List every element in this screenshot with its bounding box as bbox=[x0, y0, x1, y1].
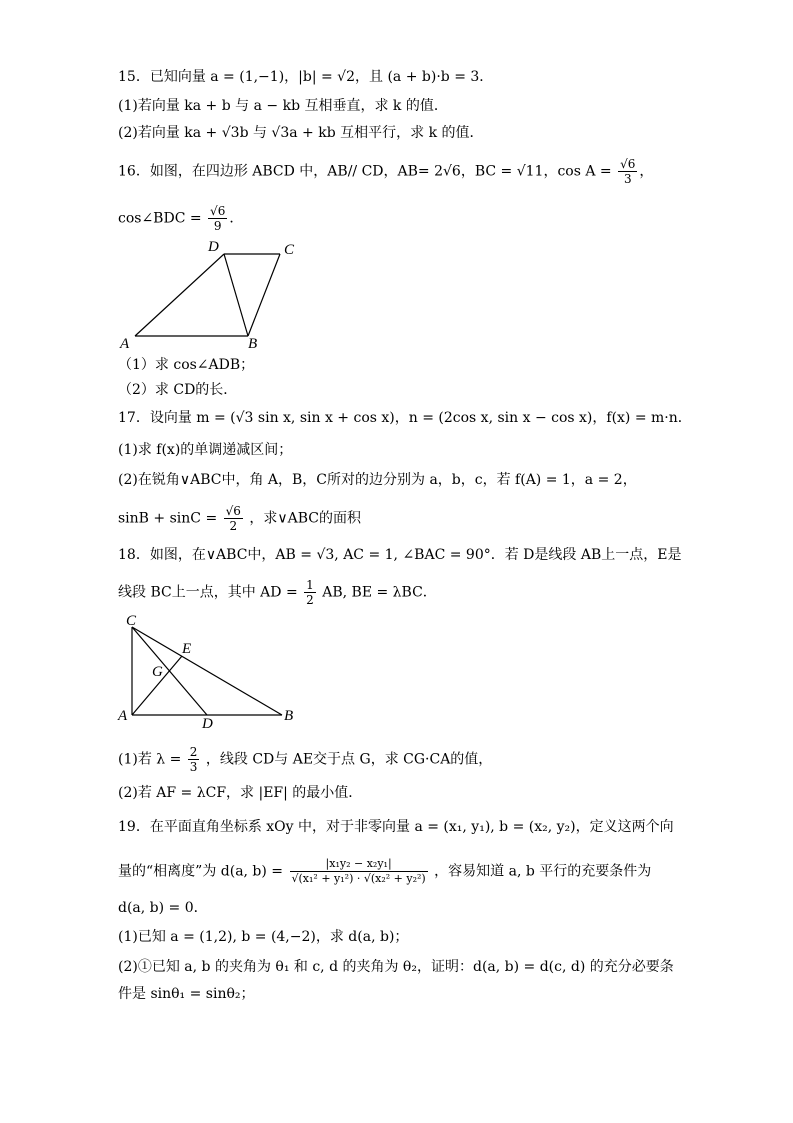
q18-lambda-fraction bbox=[188, 745, 200, 774]
q18-part1 bbox=[118, 745, 492, 774]
q17-part2: (2)在锐角∨ABC中，角 A，B，C所对的边分别为 a，b，c，若 f(A) = 1，a = 2， bbox=[118, 472, 637, 488]
q18-label-D: D bbox=[202, 716, 213, 730]
q16-part1: （1）求 cos∠ADB； bbox=[118, 357, 255, 373]
q17-frac-num: √6 bbox=[225, 504, 241, 518]
q17-part1: (1)求 f(x)的单调递减区间； bbox=[118, 442, 293, 458]
q16-cosA-num: √6 bbox=[620, 157, 636, 171]
q15-part1: (1)若向量 ka + b 与 a − kb 互相垂直，求 k 的值． bbox=[118, 98, 448, 114]
q18-label-E: E bbox=[182, 641, 192, 657]
q16-diagonal-DB bbox=[224, 254, 248, 336]
q16-cosBDC-label: cos∠BDC = bbox=[118, 210, 202, 227]
q19-part2: (2)①已知 a, b 的夹角为 θ₁ 和 c, d 的夹角为 θ₂，证明：d(a, b) = d(c, d) 的充分必要条 bbox=[118, 959, 674, 975]
q18-part1-text: (1)若 λ = bbox=[118, 751, 182, 768]
q19-part1: (1)已知 a = (1,2), b = (4,−2)，求 d(a, b)； bbox=[118, 929, 409, 945]
q18-half-num: 1 bbox=[306, 578, 314, 592]
q17-sum-label: sinB + sinC = bbox=[118, 510, 218, 527]
q18-line2-text: 线段 BC上一点，其中 AD = bbox=[118, 584, 298, 601]
q18-triangle-figure bbox=[110, 612, 310, 730]
q16-side-AD bbox=[135, 254, 224, 336]
q16-stem: 16．如图，在四边形 ABCD 中，AB// CD，AB= 2√6，BC = √11，cos A = $\frac{√6}{3}$ ， bbox=[118, 157, 654, 186]
q15-part2: (2)若向量 ka + √3b 与 √3a + kb 互相平行，求 k 的值． bbox=[118, 125, 484, 141]
q18-label-G: G bbox=[152, 664, 163, 680]
q18-stem-line2 bbox=[118, 578, 437, 607]
q19-frac-den: √(x₁² + y₁²) · √(x₂² + y₂²) bbox=[291, 872, 426, 885]
q18-part1-tail: ，线段 CD与 AE交于点 G，求 CG·CA的值， bbox=[205, 751, 493, 768]
q18-label-B: B bbox=[284, 708, 294, 724]
q15-stem: 15．已知向量 a = (1,−1)，|b| = √2，且 (a + b)·b = 3． bbox=[118, 69, 494, 85]
q17-frac-den: 2 bbox=[229, 519, 238, 533]
q18-stem: 18．如图，在∨ABC中，AB = √3, AC = 1, ∠BAC = 90°．若 D是线段 AB上一点，E是 bbox=[118, 547, 682, 563]
q19-line2-tail: ，容易知道 a, b 平行的充要条件为 bbox=[434, 863, 652, 880]
q16-label-C: C bbox=[284, 242, 295, 258]
q19-part2-line2: 件是 sinθ₁ = sinθ₂； bbox=[118, 986, 255, 1002]
q18-lambda-den: 3 bbox=[189, 760, 198, 774]
q18-lambda-num: 2 bbox=[189, 745, 198, 759]
q16-stem-line2: cos∠BDC = $\frac{√6}{9}$ ． bbox=[118, 204, 244, 233]
q17-fraction bbox=[224, 504, 243, 533]
q17-part2-line2 bbox=[118, 504, 361, 533]
q16-stem-text: 16．如图，在四边形 ABCD 中，AB// CD，AB= 2√6，BC = √11，cos A = bbox=[118, 163, 612, 180]
q19-stem-line3: d(a, b) = 0． bbox=[118, 900, 208, 916]
q16-label-B: B bbox=[248, 336, 258, 352]
q16-label-D: D bbox=[208, 239, 219, 255]
q17-part2-tail: ，求∨ABC的面积 bbox=[249, 510, 361, 527]
q16-quadrilateral-figure bbox=[110, 238, 310, 353]
q19-stem-line2 bbox=[118, 857, 651, 886]
q19-line2-text: 量的“相离度”为 d(a, b) = bbox=[118, 863, 284, 880]
q16-side-CB bbox=[248, 254, 280, 336]
q19-distance-fraction bbox=[290, 857, 428, 886]
q16-cosBDC-den: 9 bbox=[213, 219, 222, 233]
q16-cosBDC-fraction bbox=[208, 204, 227, 233]
q18-half-fraction bbox=[304, 578, 316, 607]
q18-label-A: A bbox=[118, 708, 128, 724]
q16-cosBDC-num: √6 bbox=[210, 204, 226, 218]
q19-stem: 19．在平面直角坐标系 xOy 中，对于非零向量 a = (x₁, y₁), b = (x₂, y₂)，定义这两个向 bbox=[118, 819, 674, 835]
q19-frac-num: |x₁y₂ − x₂y₁| bbox=[290, 857, 428, 872]
q18-label-C: C bbox=[126, 613, 137, 629]
q18-line2-tail: AB, BE = λBC． bbox=[322, 584, 437, 601]
q16-cosA-den: 3 bbox=[623, 172, 632, 186]
q18-half-den: 2 bbox=[306, 593, 314, 607]
q16-cosA-fraction bbox=[618, 157, 637, 186]
q16-label-A: A bbox=[120, 336, 130, 352]
q17-stem: 17．设向量 m = (√3 sin x, sin x + cos x)，n = (2cos x, sin x − cos x)，f(x) = m·n． bbox=[118, 410, 692, 426]
q16-part2: （2）求 CD的长． bbox=[118, 382, 238, 398]
q18-part2: (2)若 AF = λCF，求 |EF| 的最小值． bbox=[118, 785, 363, 801]
